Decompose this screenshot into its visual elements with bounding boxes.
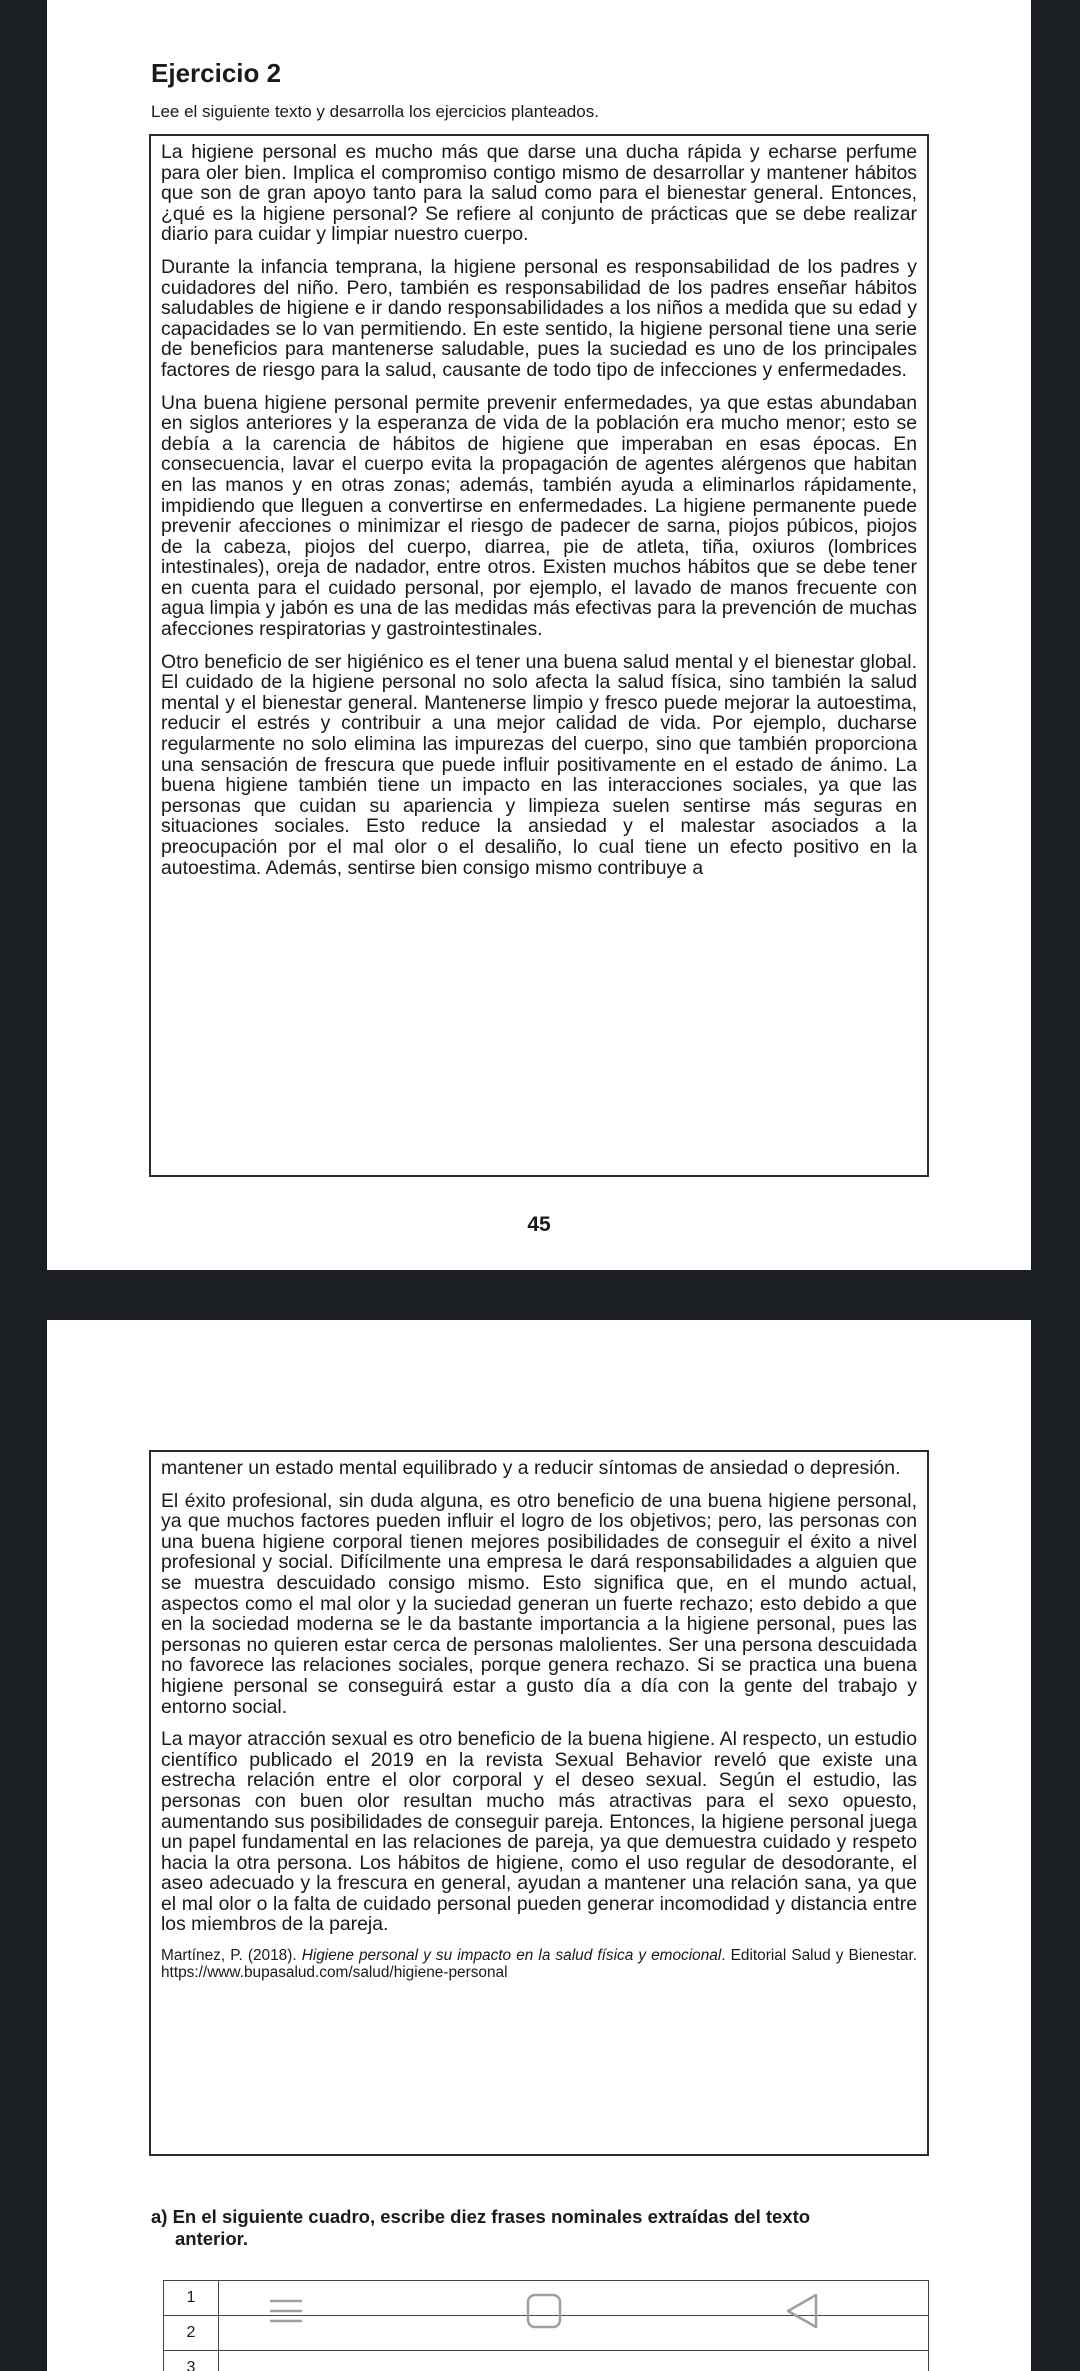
question-line: anterior.	[175, 2228, 248, 2249]
reference-author: Martínez, P. (2018).	[161, 1947, 302, 1965]
home-icon	[524, 2291, 564, 2331]
reading-text-box	[149, 134, 929, 1177]
page-number: 45	[527, 1213, 551, 1236]
row-number: 1	[164, 2281, 219, 2316]
system-navigation-bar	[0, 2268, 1080, 2371]
reference-citation	[161, 1947, 917, 1981]
paragraph: Durante la infancia temprana, la higiene personal es responsabilidad de los padres y cuidadores del niño. Pero, también es responsabilidad de los padres enseñar hábitos saludables de higiene e ir dando responsabilidades a los niños a medida que su edad y capacidades se lo van permitiendo. En este sentido, la higiene personal tiene una serie de beneficios para mantenerse saludable, pues la suciedad es uno de los principales factores de riesgo para la salud, causante de todo tipo de infecciones y enfermedades.	[161, 255, 917, 381]
row-number: 3	[164, 2351, 219, 2371]
menu-icon	[268, 2293, 304, 2329]
recent-apps-button[interactable]	[256, 2286, 316, 2336]
page-46	[47, 1320, 1031, 2371]
reference-title: Higiene personal y su impacto en la salud física y emocional	[301, 1947, 722, 1965]
paragraph: Una buena higiene personal permite prevenir enfermedades, ya que estas abundaban en siglos anteriores y la esperanza de vida de la población era mucho menor; esto se debía a la carencia de hábitos de higiene que imperaban en esas épocas. En consecuencia, lavar el cuerpo evita la propagación de agentes alérgenos que habitan en las manos y en otras zonas; además, también ayuda a eliminarlos rápidamente, impidiendo que lleguen a convertirse en enfermedades. La higiene permanente puede prevenir afecciones o minimizar el riesgo de padecer de sarna, piojos púbicos, piojos de la cabeza, piojos del cuerpo, diarrea, pie de atleta, tiña, oxiuros (lombrices intestinales), oreja de nadador, entre otros. Existen muchos hábitos que se debe tener en cuenta para el cuidado personal, por ejemplo, el lavado de manos frecuente con agua limpia y jabón es una de las medidas más efectivas para la prevención de muchas afecciones respiratorias y gastrointestinales.	[161, 391, 917, 641]
paragraph: El éxito profesional, sin duda alguna, es otro beneficio de una buena higiene personal, ya que muchos factores pueden influir el logro de los objetivos; pero, las personas con una buena higiene corporal tienen mejores posibilidades de conseguir el éxito a nivel profesional y social. Difícilmente una empresa le dará responsabilidades a alguien que se muestra descuidado consigo mismo. Esto significa que, en el mundo actual, aspectos como el mal olor y la suciedad generan un fuerte rechazo; esto debido a que en la sociedad moderna se le da bastante importancia a la higiene personal, pues las personas no quieren estar cerca de personas malolientes. Ser una persona descuidada no favorece las relaciones sociales, porque genera rechazo. Si se practica una buena higiene personal se conseguirá estar a gusto día a día con la gente del trabajo y entorno social.	[161, 1489, 917, 1718]
instruction-text: Lee el siguiente texto y desarrolla los ejercicios planteados.	[151, 102, 599, 121]
back-icon	[782, 2291, 822, 2331]
row-number: 2	[164, 2316, 219, 2351]
page-45	[47, 0, 1031, 1270]
exercise-heading: Ejercicio 2	[151, 58, 282, 88]
paragraph: mantener un estado mental equilibrado y a reducir síntomas de ansiedad o depresión.	[161, 1457, 901, 1479]
paragraph: Otro beneficio de ser higiénico es el tener una buena salud mental y el bienestar global. El cuidado de la higiene personal no solo afecta la salud física, sino también la salud mental y el bienestar general. Mantenerse limpio y fresco puede mejorar la autoestima, reducir el estrés y contribuir a una mejor calidad de vida. Por ejemplo, ducharse regularmente no solo elimina las impurezas del cuerpo, sino que también proporciona una sensación de frescura que puede influir positivamente en el estado de ánimo. La buena higiene también tiene un impacto en las interacciones sociales, ya que las personas que cuidan su apariencia y limpieza suelen sentirse más seguras en situaciones sociales. Esto reduce la ansiedad y el malestar asociados a la preocupación por el mal olor o el desaliño, lo cual tiene un efecto positivo en la autoestima. Además, sentirse bien consigo mismo contribuye a	[161, 650, 917, 879]
back-button[interactable]	[772, 2286, 832, 2336]
exercise-question	[151, 2206, 931, 2250]
paragraph: La mayor atracción sexual es otro beneficio de la buena higiene. Al respecto, un estudio científico publicado el 2019 en la revista Sexual Behavior reveló que existe una estrecha relación entre el olor corporal y el deseo sexual. Según el estudio, las personas con buen olor resultan mucho más atractivas para el sexo opuesto, aumentando sus posibilidades de conseguir pareja. Entonces, la higiene personal juega un papel fundamental en las relaciones de pareja, ya que demuestra cuidado y respeto hacia la otra persona. Los hábitos de higiene, como el uso regular de desodorante, el aseo adecuado y la frescura en general, ayudan a mantener una relación sana, ya que el mal olor o la falta de cuidado personal pueden generar incomodidad y distancia entre los miembros de la pareja.	[161, 1728, 917, 1936]
home-button[interactable]	[514, 2286, 574, 2336]
paragraph: La higiene personal es mucho más que darse una ducha rápida y echarse perfume para oler bien. Implica el compromiso contigo mismo de desarrollar y mantener hábitos que son de gran apoyo tanto para la salud como para el bienestar general. Entonces, ¿qué es la higiene personal? Se refiere al conjunto de prácticas que se debe realizar diario para cuidar y limpiar nuestro cuerpo.	[161, 141, 917, 246]
reference-publisher: . Editorial Salud y Bienestar. https://www.bupasalud.com/salud/higiene-personal	[161, 1947, 917, 1982]
question-line: a) En el siguiente cuadro, escribe diez frases nominales extraídas del texto	[151, 2206, 811, 2227]
reading-text-box-continued	[149, 1450, 929, 2156]
